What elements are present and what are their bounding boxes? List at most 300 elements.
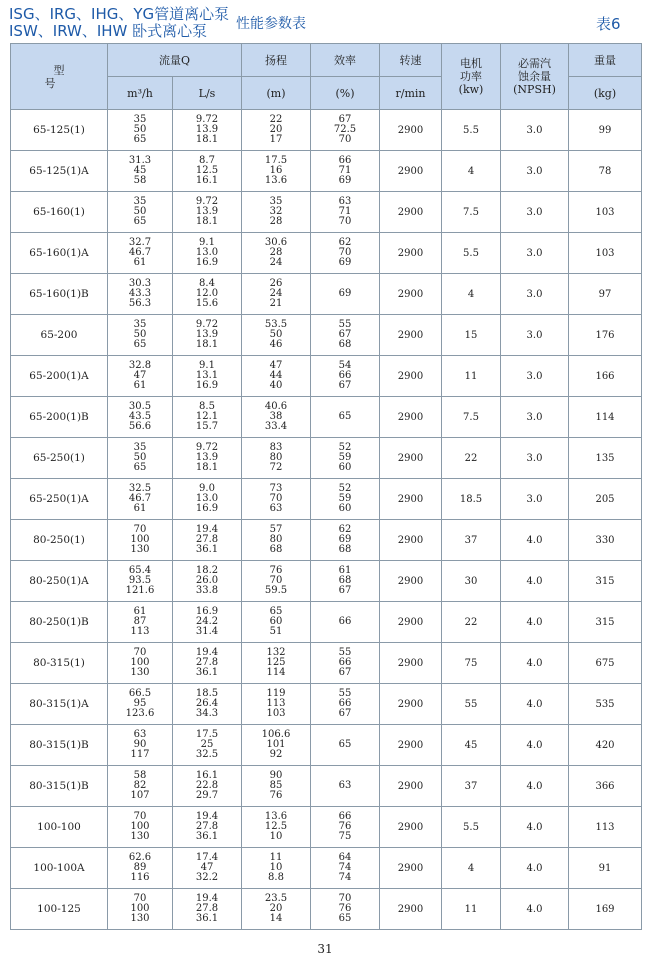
cell-power: 5.5 bbox=[442, 807, 501, 848]
cell-head-value: 63 bbox=[269, 503, 283, 514]
cell-model: 65-160(1)B bbox=[11, 274, 108, 315]
cell-flow-m3h bbox=[108, 520, 173, 561]
cell-head-value: 22 bbox=[269, 114, 283, 125]
cell-efficiency-value: 65 bbox=[338, 411, 352, 422]
cell-flow-ls-value: 27.8 bbox=[195, 534, 219, 545]
table-row bbox=[11, 110, 642, 151]
cell-efficiency bbox=[311, 315, 380, 356]
cell-efficiency-value: 55 bbox=[338, 647, 352, 658]
cell-flow-m3h bbox=[108, 233, 173, 274]
cell-efficiency bbox=[311, 889, 380, 930]
cell-head-value: 92 bbox=[269, 749, 283, 760]
cell-efficiency-value: 66 bbox=[338, 155, 352, 166]
cell-head-value: 90 bbox=[269, 770, 283, 781]
col-model: 型 号 bbox=[11, 44, 108, 110]
cell-head bbox=[242, 561, 311, 602]
cell-head-value: 132 bbox=[266, 647, 286, 658]
cell-efficiency-value: 63 bbox=[338, 196, 352, 207]
cell-efficiency bbox=[311, 110, 380, 151]
cell-flow-m3h-value: 65.4 bbox=[128, 565, 152, 576]
cell-weight: 97 bbox=[569, 274, 642, 315]
cell-speed: 2900 bbox=[380, 561, 442, 602]
cell-weight: 176 bbox=[569, 315, 642, 356]
table-row bbox=[11, 848, 642, 889]
cell-head-value: 13.6 bbox=[264, 811, 288, 822]
cell-flow-m3h-value: 65 bbox=[133, 134, 147, 145]
cell-flow-m3h-value: 32.7 bbox=[128, 237, 152, 248]
cell-npsh: 3.0 bbox=[501, 233, 569, 274]
cell-efficiency-value: 70 bbox=[338, 134, 352, 145]
cell-flow-ls-value: 27.8 bbox=[195, 821, 219, 832]
cell-head-value: 10 bbox=[269, 862, 283, 873]
cell-flow-ls-value: 15.7 bbox=[195, 421, 219, 432]
cell-efficiency-value: 59 bbox=[338, 493, 352, 504]
cell-flow-m3h-value: 121.6 bbox=[125, 585, 155, 596]
cell-efficiency bbox=[311, 602, 380, 643]
cell-power: 75 bbox=[442, 643, 501, 684]
cell-head bbox=[242, 397, 311, 438]
cell-efficiency-value: 52 bbox=[338, 442, 352, 453]
cell-speed: 2900 bbox=[380, 725, 442, 766]
cell-flow-ls-value: 19.4 bbox=[195, 524, 219, 535]
cell-efficiency bbox=[311, 725, 380, 766]
cell-efficiency-value: 66 bbox=[338, 657, 352, 668]
cell-speed: 2900 bbox=[380, 438, 442, 479]
cell-flow-ls-value: 24.2 bbox=[195, 616, 219, 627]
cell-flow-ls bbox=[173, 684, 242, 725]
cell-power: 7.5 bbox=[442, 397, 501, 438]
cell-model: 65-160(1) bbox=[11, 192, 108, 233]
cell-flow-ls-value: 16.9 bbox=[195, 380, 219, 391]
cell-flow-m3h-value: 31.3 bbox=[128, 155, 152, 166]
cell-speed: 2900 bbox=[380, 397, 442, 438]
cell-efficiency-value: 65 bbox=[338, 913, 352, 924]
cell-head bbox=[242, 725, 311, 766]
cell-flow-m3h-value: 100 bbox=[130, 821, 150, 832]
cell-speed: 2900 bbox=[380, 848, 442, 889]
cell-flow-m3h bbox=[108, 110, 173, 151]
cell-efficiency-value: 60 bbox=[338, 503, 352, 514]
cell-flow-m3h bbox=[108, 602, 173, 643]
cell-flow-ls-value: 9.72 bbox=[195, 442, 219, 453]
cell-head-value: 85 bbox=[269, 780, 283, 791]
cell-flow-m3h-value: 70 bbox=[133, 893, 147, 904]
cell-flow-ls-value: 15.6 bbox=[195, 298, 219, 309]
cell-flow-m3h-value: 100 bbox=[130, 657, 150, 668]
cell-npsh: 3.0 bbox=[501, 438, 569, 479]
cell-efficiency-value: 69 bbox=[338, 534, 352, 545]
col-speed: 转速 bbox=[380, 44, 442, 77]
cell-npsh: 3.0 bbox=[501, 110, 569, 151]
cell-speed: 2900 bbox=[380, 315, 442, 356]
cell-head-value: 26 bbox=[269, 278, 283, 289]
cell-efficiency-value: 54 bbox=[338, 360, 352, 371]
cell-flow-ls-value: 32.5 bbox=[195, 749, 219, 760]
cell-efficiency-value: 69 bbox=[338, 175, 352, 186]
cell-flow-m3h-value: 50 bbox=[133, 206, 147, 217]
cell-flow-ls bbox=[173, 315, 242, 356]
col-weight-unit: (kg) bbox=[569, 77, 642, 110]
cell-weight: 91 bbox=[569, 848, 642, 889]
cell-efficiency-value: 67 bbox=[338, 380, 352, 391]
cell-model: 80-250(1)A bbox=[11, 561, 108, 602]
cell-head-value: 46 bbox=[269, 339, 283, 350]
cell-efficiency-value: 68 bbox=[338, 339, 352, 350]
cell-weight: 166 bbox=[569, 356, 642, 397]
cell-head-value: 14 bbox=[269, 913, 283, 924]
cell-flow-m3h-value: 43.3 bbox=[128, 288, 152, 299]
cell-flow-m3h-value: 50 bbox=[133, 124, 147, 135]
cell-head-value: 30.6 bbox=[264, 237, 288, 248]
cell-head-value: 17 bbox=[269, 134, 283, 145]
cell-head-value: 28 bbox=[269, 247, 283, 258]
cell-efficiency-value: 72.5 bbox=[333, 124, 357, 135]
cell-power: 7.5 bbox=[442, 192, 501, 233]
cell-flow-ls-value: 31.4 bbox=[195, 626, 219, 637]
cell-power: 18.5 bbox=[442, 479, 501, 520]
cell-flow-m3h-value: 30.5 bbox=[128, 401, 152, 412]
cell-power: 5.5 bbox=[442, 110, 501, 151]
cell-speed: 2900 bbox=[380, 192, 442, 233]
cell-weight: 135 bbox=[569, 438, 642, 479]
series-title-pipeline: ISG、IRG、IHG、YG管道离心泵 bbox=[9, 5, 230, 23]
cell-head-value: 80 bbox=[269, 534, 283, 545]
cell-npsh: 4.0 bbox=[501, 807, 569, 848]
col-flow-ls: L/s bbox=[173, 77, 242, 110]
cell-efficiency-value: 68 bbox=[338, 575, 352, 586]
cell-flow-ls-value: 18.5 bbox=[195, 688, 219, 699]
cell-flow-ls-value: 13.0 bbox=[195, 247, 219, 258]
cell-head-value: 40.6 bbox=[264, 401, 288, 412]
cell-flow-ls-value: 8.4 bbox=[199, 278, 215, 289]
table-row bbox=[11, 807, 642, 848]
page-number: 31 bbox=[317, 942, 333, 956]
cell-flow-ls-value: 22.8 bbox=[195, 780, 219, 791]
cell-flow-ls-value: 16.9 bbox=[195, 503, 219, 514]
cell-speed: 2900 bbox=[380, 151, 442, 192]
cell-model: 80-315(1)B bbox=[11, 725, 108, 766]
cell-head-value: 125 bbox=[266, 657, 286, 668]
cell-model: 65-250(1)A bbox=[11, 479, 108, 520]
cell-flow-ls-value: 47 bbox=[200, 862, 214, 873]
col-weight: 重量 bbox=[569, 44, 642, 77]
cell-flow-ls-value: 13.1 bbox=[195, 370, 219, 381]
cell-flow-m3h-value: 58 bbox=[133, 770, 147, 781]
cell-head bbox=[242, 520, 311, 561]
cell-model: 65-160(1)A bbox=[11, 233, 108, 274]
cell-efficiency-value: 74 bbox=[338, 862, 352, 873]
cell-flow-ls-value: 16.1 bbox=[195, 175, 219, 186]
cell-flow-m3h-value: 32.8 bbox=[128, 360, 152, 371]
cell-flow-ls bbox=[173, 807, 242, 848]
cell-power: 11 bbox=[442, 356, 501, 397]
cell-flow-m3h-value: 95 bbox=[133, 698, 147, 709]
cell-model: 65-250(1) bbox=[11, 438, 108, 479]
cell-efficiency-value: 66 bbox=[338, 811, 352, 822]
cell-npsh: 4.0 bbox=[501, 725, 569, 766]
cell-flow-m3h-value: 35 bbox=[133, 442, 147, 453]
cell-head-value: 33.4 bbox=[264, 421, 288, 432]
cell-efficiency-value: 65 bbox=[338, 739, 352, 750]
cell-model: 65-200(1)B bbox=[11, 397, 108, 438]
cell-efficiency-value: 69 bbox=[338, 257, 352, 268]
cell-head-value: 28 bbox=[269, 216, 283, 227]
cell-flow-m3h-value: 117 bbox=[130, 749, 150, 760]
cell-head bbox=[242, 110, 311, 151]
cell-power: 55 bbox=[442, 684, 501, 725]
cell-efficiency bbox=[311, 438, 380, 479]
cell-head-value: 73 bbox=[269, 483, 283, 494]
col-power: 电机 功率 (kw) bbox=[442, 44, 501, 110]
cell-flow-ls-value: 13.9 bbox=[195, 124, 219, 135]
cell-head-value: 70 bbox=[269, 575, 283, 586]
cell-flow-ls-value: 9.1 bbox=[199, 360, 215, 371]
cell-efficiency bbox=[311, 274, 380, 315]
cell-flow-m3h-value: 123.6 bbox=[125, 708, 155, 719]
cell-efficiency-value: 75 bbox=[338, 831, 352, 842]
cell-head-value: 57 bbox=[269, 524, 283, 535]
cell-npsh: 4.0 bbox=[501, 889, 569, 930]
cell-flow-m3h-value: 130 bbox=[130, 544, 150, 555]
cell-flow-m3h-value: 65 bbox=[133, 339, 147, 350]
cell-head-value: 24 bbox=[269, 257, 283, 268]
cell-flow-m3h bbox=[108, 356, 173, 397]
cell-head-value: 103 bbox=[266, 708, 286, 719]
table-body bbox=[11, 110, 642, 930]
cell-flow-m3h bbox=[108, 479, 173, 520]
cell-flow-ls-value: 26.4 bbox=[195, 698, 219, 709]
cell-npsh: 3.0 bbox=[501, 274, 569, 315]
table-row bbox=[11, 602, 642, 643]
cell-flow-ls-value: 9.72 bbox=[195, 319, 219, 330]
table-row bbox=[11, 356, 642, 397]
cell-weight: 315 bbox=[569, 602, 642, 643]
cell-power: 4 bbox=[442, 274, 501, 315]
cell-efficiency bbox=[311, 848, 380, 889]
cell-power: 45 bbox=[442, 725, 501, 766]
cell-flow-m3h-value: 46.7 bbox=[128, 247, 152, 258]
cell-efficiency-value: 67 bbox=[338, 708, 352, 719]
performance-table bbox=[10, 43, 642, 930]
table-row bbox=[11, 315, 642, 356]
cell-npsh: 3.0 bbox=[501, 397, 569, 438]
cell-flow-m3h bbox=[108, 438, 173, 479]
cell-speed: 2900 bbox=[380, 684, 442, 725]
cell-flow-m3h-value: 66.5 bbox=[128, 688, 152, 699]
cell-flow-ls-value: 18.2 bbox=[195, 565, 219, 576]
cell-efficiency-value: 71 bbox=[338, 165, 352, 176]
cell-head-value: 59.5 bbox=[264, 585, 288, 596]
cell-efficiency bbox=[311, 561, 380, 602]
cell-efficiency-value: 61 bbox=[338, 565, 352, 576]
cell-weight: 315 bbox=[569, 561, 642, 602]
cell-weight: 113 bbox=[569, 807, 642, 848]
cell-weight: 535 bbox=[569, 684, 642, 725]
cell-head-value: 32 bbox=[269, 206, 283, 217]
cell-flow-ls-value: 36.1 bbox=[195, 831, 219, 842]
cell-flow-m3h bbox=[108, 684, 173, 725]
cell-head-value: 11 bbox=[269, 852, 283, 863]
cell-speed: 2900 bbox=[380, 479, 442, 520]
cell-head-value: 65 bbox=[269, 606, 283, 617]
cell-flow-m3h-value: 56.6 bbox=[128, 421, 152, 432]
col-npsh: 必需汽 蚀余量 (NPSH) bbox=[501, 44, 569, 110]
cell-flow-ls bbox=[173, 889, 242, 930]
cell-power: 22 bbox=[442, 438, 501, 479]
cell-npsh: 4.0 bbox=[501, 766, 569, 807]
cell-speed: 2900 bbox=[380, 233, 442, 274]
cell-head-value: 68 bbox=[269, 544, 283, 555]
cell-efficiency-value: 70 bbox=[338, 247, 352, 258]
cell-flow-m3h-value: 89 bbox=[133, 862, 147, 873]
cell-efficiency-value: 71 bbox=[338, 206, 352, 217]
cell-efficiency-value: 67 bbox=[338, 329, 352, 340]
cell-head bbox=[242, 233, 311, 274]
cell-flow-ls bbox=[173, 561, 242, 602]
cell-head bbox=[242, 807, 311, 848]
cell-flow-m3h bbox=[108, 561, 173, 602]
cell-flow-ls-value: 12.0 bbox=[195, 288, 219, 299]
table-row bbox=[11, 438, 642, 479]
cell-head-value: 51 bbox=[269, 626, 283, 637]
cell-flow-m3h-value: 35 bbox=[133, 114, 147, 125]
cell-flow-m3h-value: 116 bbox=[130, 872, 150, 883]
cell-flow-ls-value: 36.1 bbox=[195, 667, 219, 678]
table-row bbox=[11, 151, 642, 192]
cell-flow-m3h bbox=[108, 848, 173, 889]
cell-flow-m3h bbox=[108, 643, 173, 684]
cell-flow-ls-value: 19.4 bbox=[195, 811, 219, 822]
cell-flow-ls-value: 27.8 bbox=[195, 903, 219, 914]
cell-flow-m3h-value: 47 bbox=[133, 370, 147, 381]
cell-head-value: 119 bbox=[266, 688, 286, 699]
cell-head-value: 60 bbox=[269, 616, 283, 627]
cell-speed: 2900 bbox=[380, 602, 442, 643]
cell-head bbox=[242, 479, 311, 520]
cell-flow-ls-value: 9.72 bbox=[195, 114, 219, 125]
cell-flow-m3h bbox=[108, 397, 173, 438]
cell-head-value: 16 bbox=[269, 165, 283, 176]
cell-head bbox=[242, 889, 311, 930]
cell-speed: 2900 bbox=[380, 889, 442, 930]
cell-flow-m3h-value: 100 bbox=[130, 903, 150, 914]
cell-head bbox=[242, 848, 311, 889]
cell-efficiency-value: 67 bbox=[338, 585, 352, 596]
cell-flow-ls-value: 13.9 bbox=[195, 206, 219, 217]
cell-flow-m3h-value: 130 bbox=[130, 667, 150, 678]
cell-head bbox=[242, 151, 311, 192]
cell-flow-ls bbox=[173, 848, 242, 889]
table-number: 表6 bbox=[596, 15, 621, 33]
cell-efficiency-value: 62 bbox=[338, 524, 352, 535]
cell-efficiency bbox=[311, 520, 380, 561]
cell-efficiency-value: 76 bbox=[338, 821, 352, 832]
cell-efficiency-value: 66 bbox=[338, 616, 352, 627]
cell-npsh: 4.0 bbox=[501, 561, 569, 602]
table-row bbox=[11, 397, 642, 438]
table-row bbox=[11, 889, 642, 930]
cell-efficiency bbox=[311, 356, 380, 397]
cell-efficiency-value: 64 bbox=[338, 852, 352, 863]
cell-head-value: 76 bbox=[269, 790, 283, 801]
cell-power: 4 bbox=[442, 848, 501, 889]
cell-head-value: 72 bbox=[269, 462, 283, 473]
cell-model: 80-250(1) bbox=[11, 520, 108, 561]
cell-flow-ls bbox=[173, 192, 242, 233]
cell-flow-ls bbox=[173, 233, 242, 274]
cell-flow-m3h-value: 62.6 bbox=[128, 852, 152, 863]
cell-flow-ls-value: 18.1 bbox=[195, 216, 219, 227]
cell-flow-m3h-value: 70 bbox=[133, 811, 147, 822]
cell-head-value: 113 bbox=[266, 698, 286, 709]
cell-flow-m3h-value: 45 bbox=[133, 165, 147, 176]
cell-flow-m3h-value: 43.5 bbox=[128, 411, 152, 422]
cell-flow-ls-value: 17.5 bbox=[195, 729, 219, 740]
cell-model: 100-100A bbox=[11, 848, 108, 889]
cell-npsh: 4.0 bbox=[501, 643, 569, 684]
cell-flow-m3h-value: 70 bbox=[133, 524, 147, 535]
cell-power: 37 bbox=[442, 766, 501, 807]
cell-flow-ls-value: 12.5 bbox=[195, 165, 219, 176]
cell-flow-ls bbox=[173, 151, 242, 192]
cell-speed: 2900 bbox=[380, 110, 442, 151]
cell-flow-ls-value: 36.1 bbox=[195, 913, 219, 924]
cell-flow-ls bbox=[173, 520, 242, 561]
cell-flow-m3h-value: 63 bbox=[133, 729, 147, 740]
col-efficiency: 效率 bbox=[311, 44, 380, 77]
cell-power: 30 bbox=[442, 561, 501, 602]
cell-flow-m3h bbox=[108, 151, 173, 192]
cell-flow-ls-value: 25 bbox=[200, 739, 214, 750]
cell-efficiency-value: 60 bbox=[338, 462, 352, 473]
cell-flow-ls-value: 17.4 bbox=[195, 852, 219, 863]
cell-flow-ls bbox=[173, 725, 242, 766]
cell-model: 65-125(1) bbox=[11, 110, 108, 151]
cell-power: 15 bbox=[442, 315, 501, 356]
cell-weight: 205 bbox=[569, 479, 642, 520]
cell-weight: 114 bbox=[569, 397, 642, 438]
cell-flow-m3h-value: 30.3 bbox=[128, 278, 152, 289]
table-row bbox=[11, 684, 642, 725]
cell-flow-m3h bbox=[108, 192, 173, 233]
cell-npsh: 4.0 bbox=[501, 520, 569, 561]
cell-weight: 103 bbox=[569, 233, 642, 274]
cell-flow-m3h-value: 50 bbox=[133, 329, 147, 340]
table-row bbox=[11, 725, 642, 766]
cell-flow-ls-value: 27.8 bbox=[195, 657, 219, 668]
cell-head-value: 13.6 bbox=[264, 175, 288, 186]
cell-flow-ls-value: 18.1 bbox=[195, 462, 219, 473]
cell-efficiency-value: 76 bbox=[338, 903, 352, 914]
cell-efficiency-value: 63 bbox=[338, 780, 352, 791]
cell-efficiency bbox=[311, 643, 380, 684]
cell-head-value: 47 bbox=[269, 360, 283, 371]
cell-flow-ls-value: 12.1 bbox=[195, 411, 219, 422]
cell-flow-ls-value: 9.72 bbox=[195, 196, 219, 207]
cell-head-value: 44 bbox=[269, 370, 283, 381]
cell-flow-m3h-value: 90 bbox=[133, 739, 147, 750]
cell-speed: 2900 bbox=[380, 274, 442, 315]
cell-flow-m3h bbox=[108, 766, 173, 807]
cell-flow-m3h-value: 130 bbox=[130, 831, 150, 842]
cell-efficiency bbox=[311, 151, 380, 192]
cell-flow-ls bbox=[173, 274, 242, 315]
cell-weight: 169 bbox=[569, 889, 642, 930]
series-title-horizontal: ISW、IRW、IHW 卧式离心泵 bbox=[9, 22, 208, 40]
cell-head-value: 106.6 bbox=[261, 729, 291, 740]
cell-head bbox=[242, 356, 311, 397]
table-row bbox=[11, 520, 642, 561]
